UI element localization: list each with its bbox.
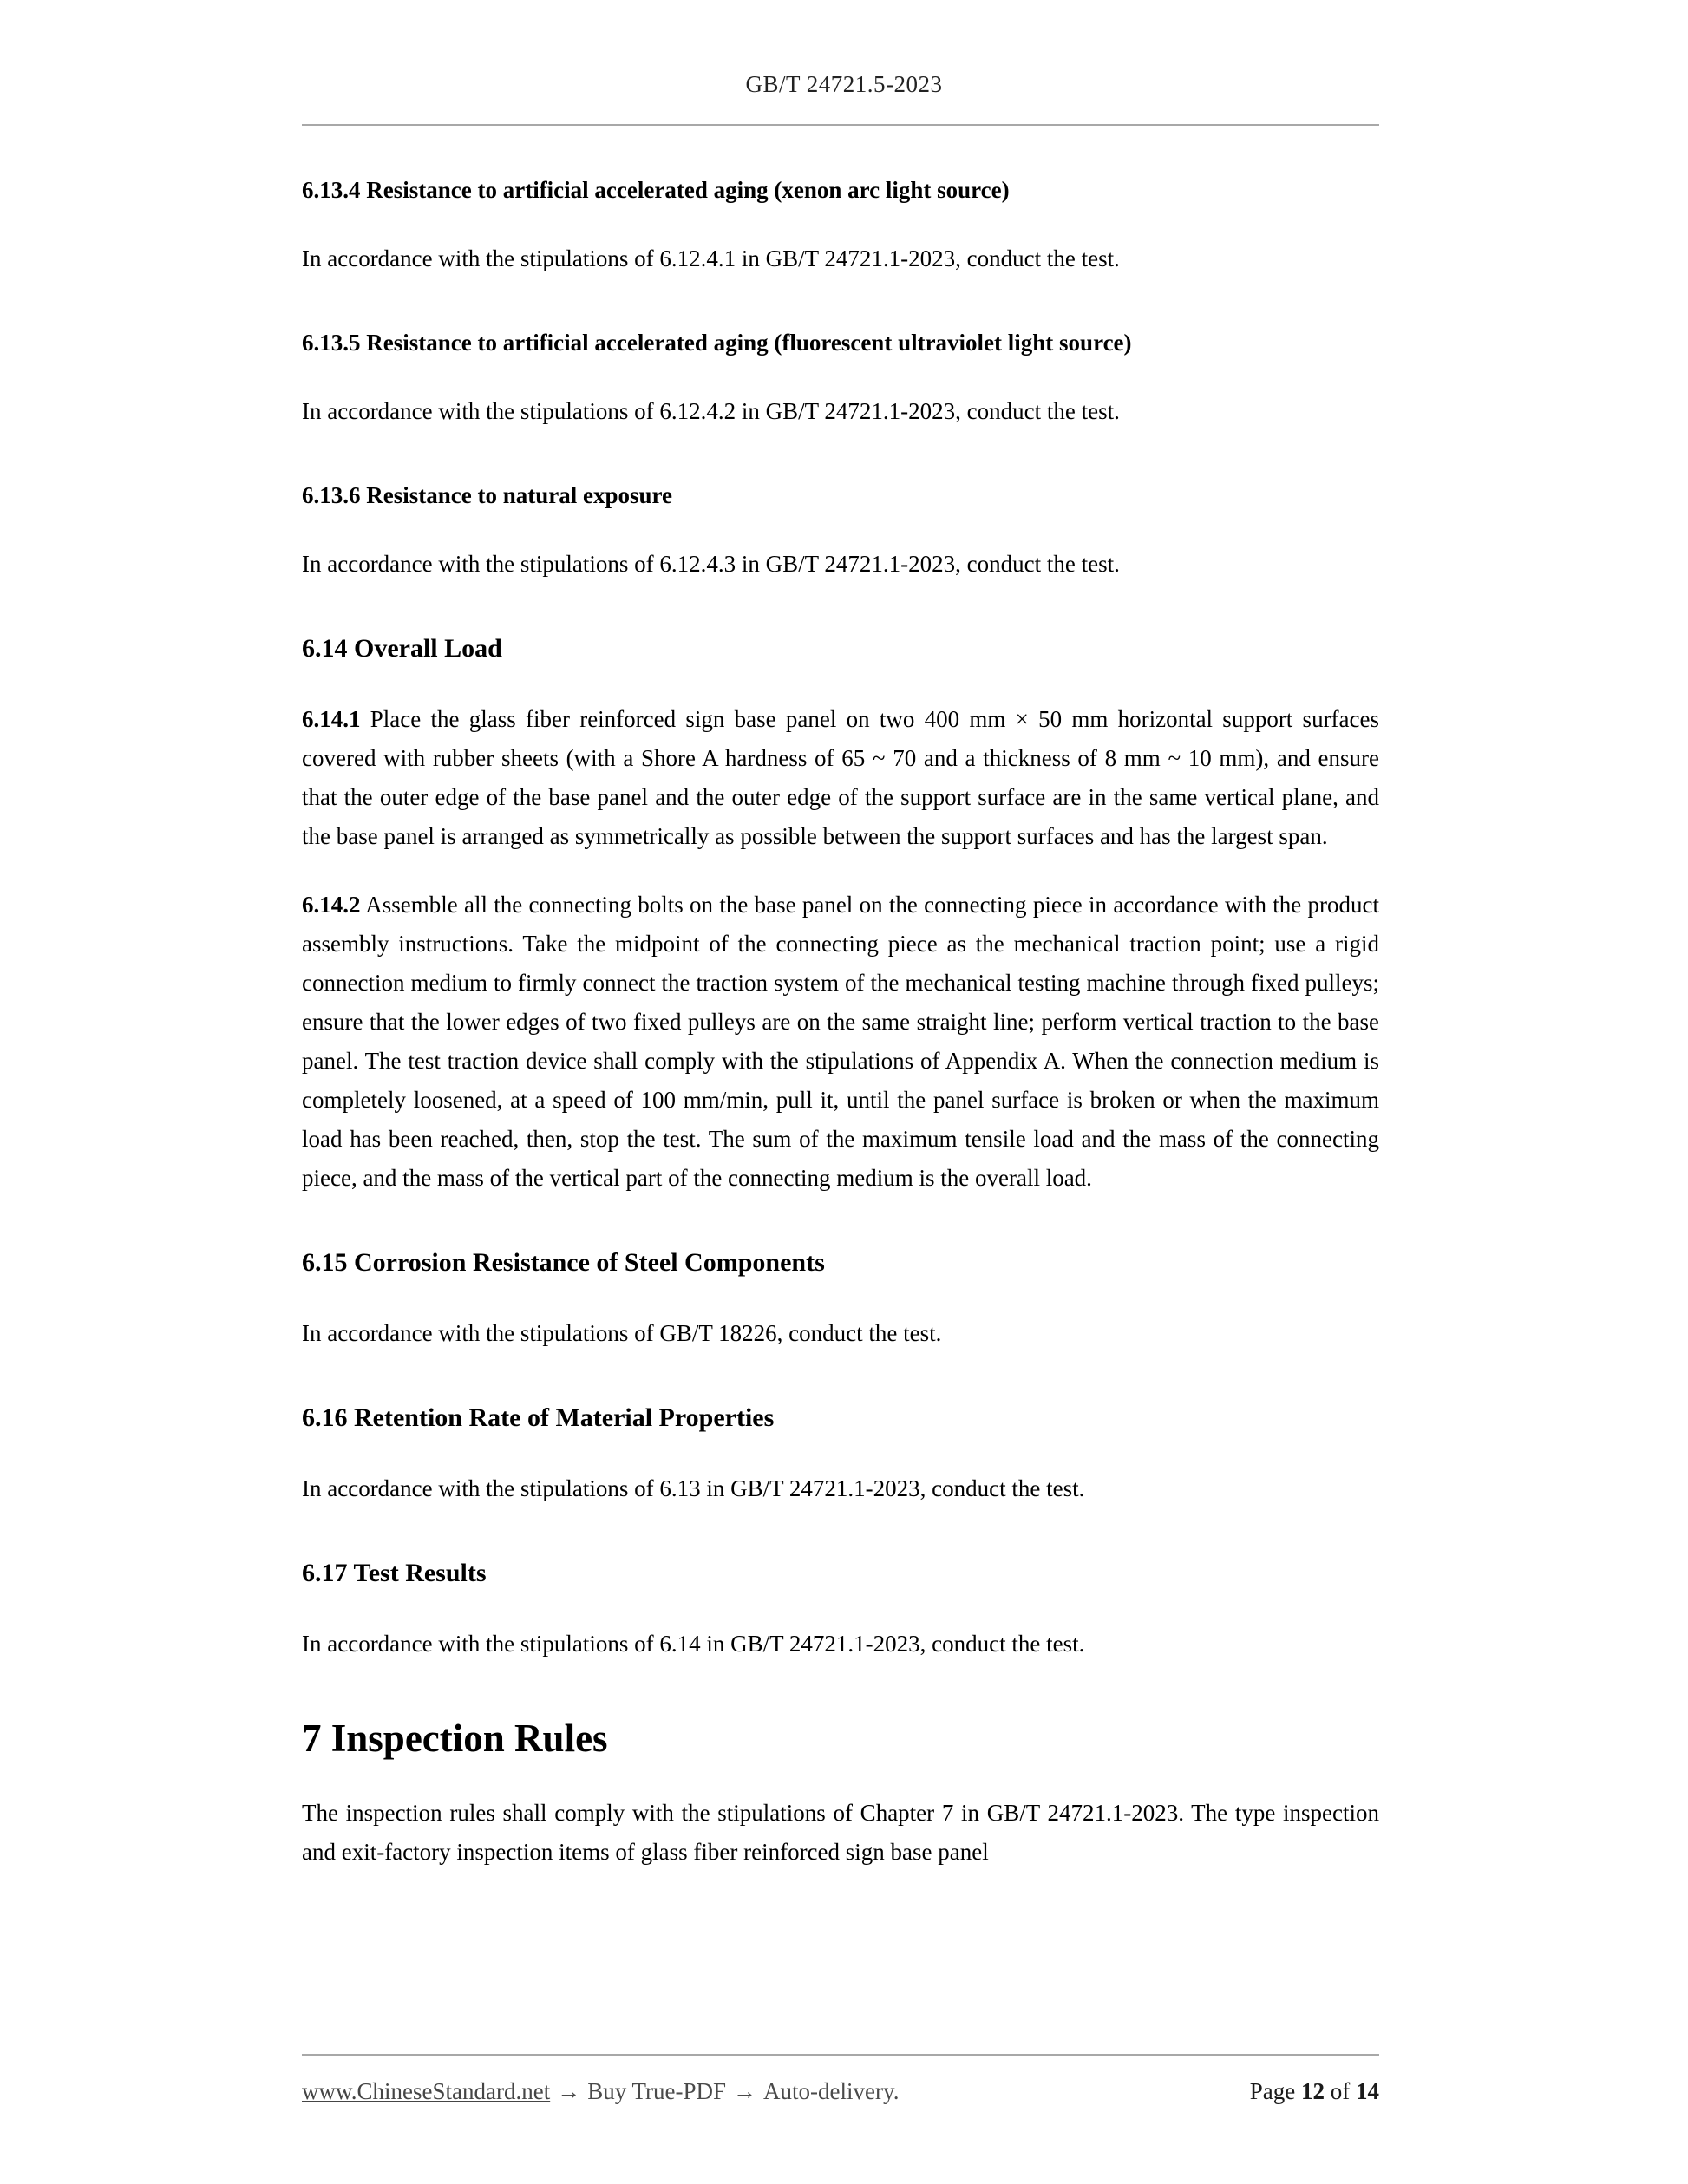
paragraph-6-13-4: In accordance with the stipulations of 6.12.4.1 in GB/T 24721.1-2023, conduct the test. (302, 245, 1120, 271)
footer-rule (302, 2054, 1379, 2056)
page-label: Page (1249, 2078, 1296, 2104)
heading-6-13-5: 6.13.5 Resistance to artificial accelerated aging (fluorescent ultraviolet light source) (302, 330, 1132, 356)
footer-delivery-text: Auto-delivery. (763, 2078, 900, 2104)
paragraph-6-16: In accordance with the stipulations of 6.13 in GB/T 24721.1-2023, conduct the test. (302, 1475, 1085, 1501)
clause-text: Place the glass fiber reinforced sign base panel on two 400 mm × 50 mm horizontal support surfaces covered with rubber sheets (with a Shore A hardness of 65 ~ 70 and a thickness of 8 mm ~ 10 mm), and ensure that the outer edge of the base panel and the outer edge of the support surface are in the same vertical plane, and the base panel is arranged as symmetrically as possible between the support surfaces and has the largest span. (302, 706, 1380, 849)
paragraph-6-13-5: In accordance with the stipulations of 6.12.4.2 in GB/T 24721.1-2023, conduct the test. (302, 398, 1120, 424)
heading-6-14: 6.14 Overall Load (302, 634, 502, 663)
page-content (302, 171, 1379, 1872)
heading-6-17: 6.17 Test Results (302, 1559, 487, 1587)
paragraph-6-17: In accordance with the stipulations of 6.14 in GB/T 24721.1-2023, conduct the test. (302, 1631, 1085, 1657)
page-number: 12 (1301, 2078, 1325, 2104)
paragraph-6-13-6: In accordance with the stipulations of 6.12.4.3 in GB/T 24721.1-2023, conduct the test. (302, 551, 1120, 577)
heading-6-13-6: 6.13.6 Resistance to natural exposure (302, 482, 672, 508)
footer-buy-text: Buy True-PDF (587, 2078, 727, 2104)
paragraph-6-14-1 (302, 700, 1379, 856)
paragraph-6-14-2 (302, 886, 1379, 1198)
paragraph-chapter-7: The inspection rules shall comply with the stipulations of Chapter 7 in GB/T 24721.1-2023. The type inspection and exit-factory inspection items of glass fiber reinforced sign base panel (302, 1800, 1379, 1865)
clause-number: 6.14.1 (302, 706, 361, 732)
arrow-icon: → (733, 2078, 757, 2104)
heading-6-15: 6.15 Corrosion Resistance of Steel Components (302, 1248, 825, 1277)
paragraph-6-15: In accordance with the stipulations of GB/T 18226, conduct the test. (302, 1320, 942, 1346)
arrow-icon: → (557, 2078, 581, 2104)
running-header: GB/T 24721.5-2023 (745, 71, 943, 97)
heading-6-16: 6.16 Retention Rate of Material Properties (302, 1403, 775, 1432)
page-number-indicator (1250, 2078, 1379, 2105)
clause-number: 6.14.2 (302, 892, 361, 918)
of-label: of (1330, 2078, 1351, 2104)
clause-text: Assemble all the connecting bolts on the base panel on the connecting piece in accordance with the product assembly instructions. Take the midpoint of the connecting piece as the mechanical traction point; use a rigid connection medium to firmly connect the traction system of the mechanical testing machine through fixed pulleys; ensure that the lower edges of two fixed pulleys are on the same straight line; perform vertical traction to the base panel. The test traction device shall comply with the stipulations of Appendix A. When the connection medium is completely loosened, at a speed of 100 mm/min, pull it, until the panel surface is broken or when the maximum load has been reached, then, stop the test. The sum of the maximum tensile load and the mass of the connecting piece, and the mass of the vertical part of the connecting medium is the overall load. (302, 892, 1379, 1191)
heading-6-13-4: 6.13.4 Resistance to artificial accelerated aging (xenon arc light source) (302, 177, 1010, 203)
footer-source-line (302, 2078, 899, 2105)
heading-chapter-7: 7 Inspection Rules (302, 1716, 608, 1760)
chinesestandard-link[interactable]: www.ChineseStandard.net (302, 2078, 551, 2104)
header-rule (302, 124, 1379, 126)
page-total: 14 (1356, 2078, 1379, 2104)
page-footer (302, 2054, 1379, 2105)
